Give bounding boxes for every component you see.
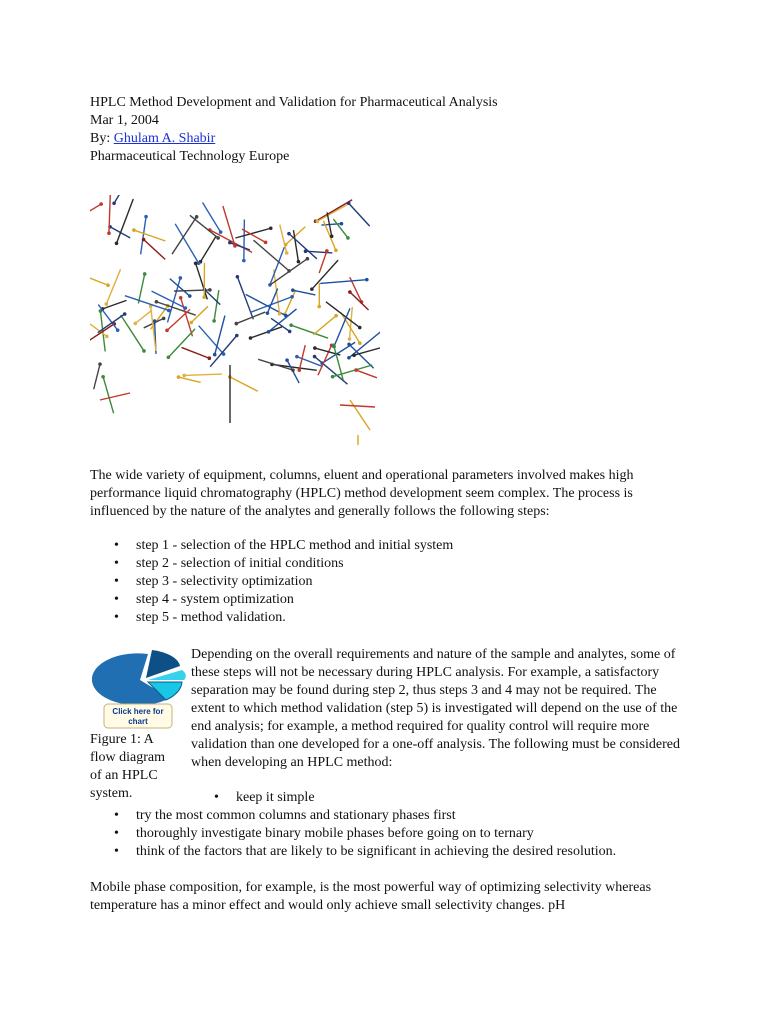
pin-head [331,375,335,379]
pin-head [297,368,301,372]
pin-shaft [103,377,113,414]
pin-head [352,353,356,357]
pin-head [143,272,147,276]
pin-head [290,295,294,299]
pin-head [107,231,111,235]
chart-thumbnail-button[interactable] [90,646,186,732]
pin-head [208,356,212,360]
pin-shaft [270,259,307,285]
pin-head [142,238,146,242]
pin-shaft [250,327,282,338]
publication-name: Pharmaceutical Technology Europe [90,149,290,164]
pin-shaft [214,290,219,321]
pin-head [236,275,240,279]
pin-head [179,276,183,280]
pin-head [285,358,289,362]
pin-head [287,232,291,236]
pin-head [317,305,321,309]
pin-head [313,355,317,359]
pin-head [297,260,301,264]
pin-head [267,330,271,334]
pin-shaft [320,280,367,284]
pin-shaft [168,329,195,357]
pin-shaft [90,276,108,285]
list-item: • try the most common columns and stationary phases first [136,807,456,825]
pin-shaft [121,315,144,351]
list-item: • thoroughly investigate binary mobile phases before going on to ternary [136,825,534,843]
pin-head [332,344,336,348]
pin-head [242,259,246,263]
pin-head [269,226,273,230]
pin-shaft [350,400,370,430]
pin-head [291,368,295,372]
pin-head [213,353,217,357]
side-paragraph: Depending on the overall requirements and nature of the sample and analytes, some of these steps will not be necessary during HPLC analysis. For example, a satisfactory separation may be found during step 2, thus steps 3 and 4 may not be required. The extent to which method validation (step 5) is investigated will depend on the use of the end analysis; for example, a method required for quality control will require more validation than one developed for a one-off analysis. The following must be considered when developing an HPLC method: [191,647,680,770]
pin-shaft [144,240,166,260]
pin-head [216,236,220,240]
pin-head [334,314,338,318]
list-item: • step 4 - system optimization [90,591,453,609]
steps-list [90,537,453,627]
pin-shaft [268,309,296,332]
pin-head [98,362,102,366]
pin-shaft [141,217,146,255]
pin-shaft [356,370,377,378]
pin-shaft [349,307,352,339]
pin-shaft [354,348,380,355]
closing-paragraph: Mobile phase composition, for example, is the most powerful way of optimizing selectivity whereas temperature has a minor effect and would only achieve small selectivity changes. pH [90,880,652,913]
pin-head [295,355,299,359]
pin-head [278,312,282,316]
pin-head [142,349,146,353]
pin-head [99,202,103,206]
pin-shaft [138,274,144,304]
pin-head [288,330,292,334]
pin-shaft [181,347,209,358]
author-link[interactable]: Ghulam A. Shabir [113,131,216,146]
pin-shaft [134,230,165,241]
pin-shaft [317,205,347,221]
pin-head [182,374,186,378]
pin-head [162,317,166,321]
pin-head [116,328,120,332]
pin-shaft [94,364,100,389]
list-item: • think of the factors that are likely to be significant in achieving the desired resolution. [136,843,616,861]
pin-shaft [333,365,373,377]
pin-shaft [135,310,151,323]
pin-head [348,337,352,341]
button-label-1: Click here for [112,707,164,716]
pin-head [155,300,159,304]
list-item: • step 3 - selectivity optimization [90,573,453,591]
pin-head [189,321,193,325]
pin-head [115,241,119,245]
pin-head [306,257,310,261]
pin-shaft [349,203,370,226]
pin-head [358,341,362,345]
pin-head [179,296,183,300]
pin-head [228,241,232,245]
pin-shaft [267,289,277,314]
pin-shaft [237,277,253,320]
pin-head [330,234,334,238]
pin-shaft [100,393,130,400]
pin-head [289,323,293,327]
pin-shaft [316,200,353,221]
pin-shaft [333,219,348,238]
pin-head [358,326,362,330]
figure-caption: Figure 1: A flow diagram of an HPLC system. [90,732,166,801]
pin-head [195,215,199,219]
pin-shaft [244,219,245,260]
pin-shaft [201,237,216,262]
pin-head [354,368,358,372]
pin-head [365,278,369,282]
byline [90,130,215,148]
pin-shaft [199,326,224,354]
pin-shaft [340,405,375,407]
pin-head [194,262,198,266]
pin-head [165,329,169,333]
pin-head [340,222,344,226]
pin-head [105,302,109,306]
article-date: Mar 1, 2004 [90,113,159,128]
pin-head [184,306,188,310]
pin-head [167,355,171,359]
pin-head [348,290,352,294]
pin-head [313,346,317,350]
pin-shaft [235,228,270,238]
pin-shaft [254,240,290,271]
list-item: • keep it simple [236,789,315,807]
pin-shaft [313,316,336,335]
pin-head [325,249,329,253]
pin-head [285,251,289,255]
list-item: • step 2 - selection of initial conditions [90,555,453,573]
pin-head [112,201,116,205]
pin-head [105,335,109,339]
pin-shaft [312,260,338,289]
article-title: HPLC Method Development and Validation for Pharmaceutical Analysis [90,95,498,110]
pin-shaft [322,342,355,363]
pin-head [219,230,223,234]
pin-head [334,249,338,253]
pin-head [347,356,351,360]
pin-shaft [196,263,208,299]
pin-shaft [184,374,222,375]
pin-head [101,375,105,379]
pin-shaft [230,377,258,391]
intro-paragraph: The wide variety of equipment, columns, eluent and operational parameters involved makes high performance liquid chromatography (HPLC) method development seem complex. The process is influenced by the nature of the analytes and generally follows the following steps: [90,468,634,519]
pin-head [144,215,148,219]
pin-shaft [90,204,101,216]
pin-head [235,334,239,338]
pin-head [266,311,270,315]
pin-head [123,312,127,316]
pin-shaft [178,377,200,382]
pin-shaft [172,217,197,254]
pin-shaft [210,336,237,367]
pin-shaft [190,215,218,238]
pin-head [264,241,268,245]
pin-shaft [289,234,317,259]
pin-head [212,319,216,323]
list-item: • step 5 - method validation. [90,609,453,627]
button-label-2: chart [128,717,148,726]
pin-head [208,288,212,292]
pin-head [177,375,181,379]
pin-shaft [319,251,327,273]
pin-head [202,295,206,299]
pin-head [347,201,351,205]
pin-head [291,288,295,292]
pin-head [315,220,319,224]
pin-head [132,228,136,232]
pushpins-illustration [90,195,380,445]
pin-head [167,309,171,313]
pin-shaft [117,199,134,243]
pin-head [346,236,350,240]
pin-head [153,319,157,323]
pin-head [188,294,192,298]
pin-head [134,322,138,326]
pin-head [310,287,314,291]
pin-head [235,322,239,326]
pin-head [106,283,110,287]
pin-shaft [230,243,250,250]
by-label: By: [90,131,114,146]
list-item: • step 1 - selection of the HPLC method and initial system [90,537,453,555]
pin-head [249,336,253,340]
pin-head [233,244,237,248]
